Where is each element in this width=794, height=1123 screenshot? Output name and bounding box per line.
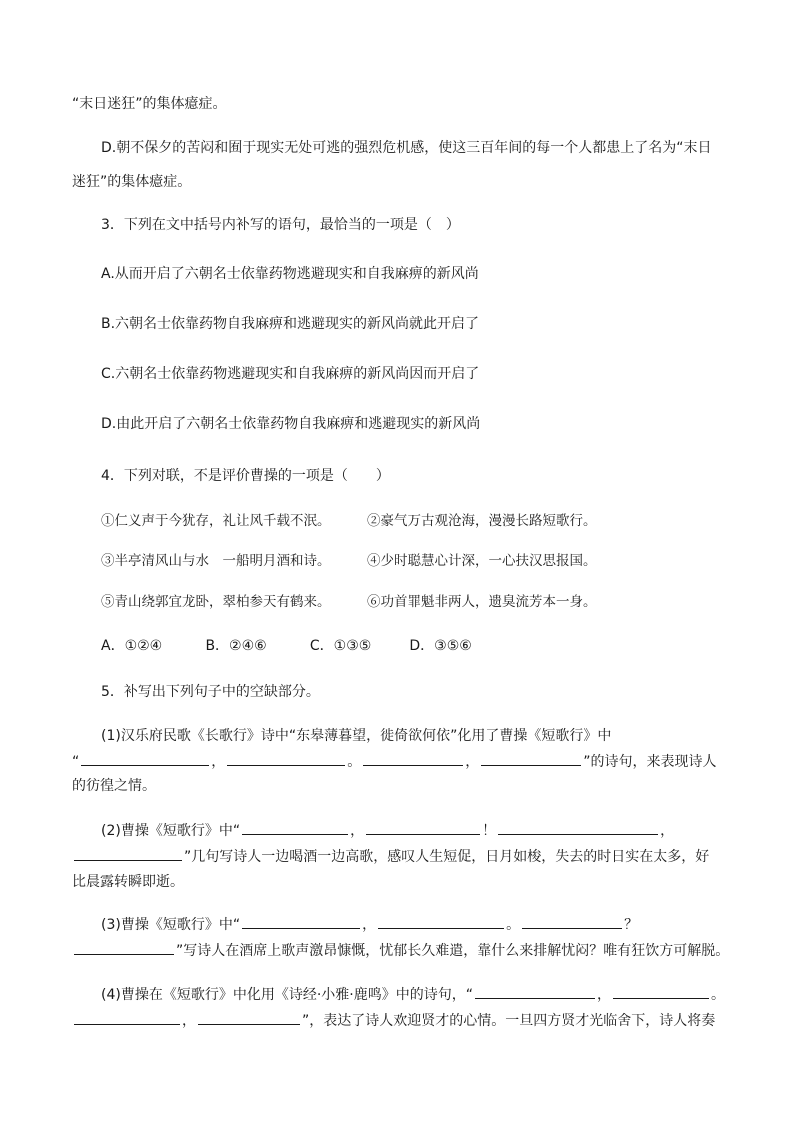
q5-item2-line2 [72,846,709,867]
text-segment: ”写诗人在酒席上歌声激昂慷慨，忧郁长久难遣，靠什么来排解忧闷？唯有狂饮方可解脱。 [176,943,730,959]
couplet-6: ⑥功首罪魁非两人，遗臭流芳本一身。 [367,594,597,610]
question-5: 5．补写出下列句子中的空缺部分。 [101,684,320,700]
punctuation: ， [596,987,611,1003]
q4-choice-b: B．②④⑥ [205,638,267,654]
answer-blank[interactable] [81,751,209,766]
q5-item1-line3: 的彷徨之情。 [72,778,156,794]
answer-blank[interactable] [74,940,174,955]
q5-item1-line1: (1)汉乐府民歌《长歌行》诗中“东皋薄暮望，徙倚欲何依”化用了曹操《短歌行》中 [101,728,612,744]
q3-option-c: C.六朝名士依靠药物逃避现实和自我麻痹的新风尚因而开启了 [101,366,480,382]
couplet-4: ④少时聪慧心计深，一心扶汉思报国。 [367,553,597,569]
punctuation: ？ [624,917,639,933]
question-4: 4．下列对联，不是评价曹操的一项是（ ） [101,468,390,484]
text-segment: (2)曹操《短歌行》中“ [101,823,241,839]
punctuation: ， [660,823,675,839]
answer-blank[interactable] [363,751,463,766]
couplet-2: ②豪气万古观沧海，漫漫长路短歌行。 [367,513,597,529]
answer-blank[interactable] [481,751,581,766]
punctuation: ， [362,917,377,933]
q4-choice-a: A．①②④ [101,638,163,654]
answer-blank[interactable] [378,914,504,929]
punctuation: ， [350,823,365,839]
answer-blank[interactable] [522,914,622,929]
question-3: 3．下列在文中括号内补写的语句，最恰当的一项是（ ） [101,217,460,233]
quote-mark: “ [72,754,80,770]
answer-blank[interactable] [74,846,182,861]
q5-item2-line3: 比晨露转瞬即逝。 [72,874,184,890]
text-segment: (4)曹操在《短歌行》中化用《诗经·小雅·鹿鸣》中的诗句，“ [101,987,473,1003]
punctuation: ， [465,754,480,770]
q3-option-d: D.由此开启了六朝名士依靠药物自我麻痹和逃避现实的新风尚 [101,416,481,432]
text-segment: ”的诗句，来表现诗人 [583,754,717,770]
punctuation: ！ [482,823,497,839]
answer-blank[interactable] [366,820,480,835]
q5-item3-line1 [101,914,638,935]
punctuation: 。 [710,987,725,1003]
q5-item2-line1 [101,820,674,841]
answer-blank[interactable] [242,914,360,929]
option-d-line1: D.朝不保夕的苦闷和囿于现实无处可逃的强烈危机感，使这三百年间的每一个人都患上了名为“末日 [101,140,712,156]
answer-blank[interactable] [475,984,595,999]
answer-blank[interactable] [613,984,709,999]
answer-blank[interactable] [242,820,348,835]
answer-blank[interactable] [227,751,345,766]
text-segment: (3)曹操《短歌行》中“ [101,917,241,933]
couplet-3: ③半亭清风山与水 一船明月酒和诗。 [101,553,331,569]
text-line: “末日迷狂”的集体癔症。 [72,96,227,112]
answer-blank[interactable] [498,820,658,835]
couplet-row [101,551,597,571]
punctuation: ， [182,1013,196,1029]
q3-option-b: B.六朝名士依靠药物自我麻痹和逃避现实的新风尚就此开启了 [101,316,480,332]
q5-item4-line1 [101,984,725,1005]
couplet-row [101,592,597,612]
q4-choice-c: C．①③⑤ [309,638,372,654]
punctuation: ， [211,754,226,770]
answer-blank[interactable] [198,1010,300,1025]
couplet-5: ⑤青山绕郭宜龙卧，翠柏参天有鹤来。 [101,594,331,610]
couplet-row [101,511,597,531]
couplet-1: ①仁义声于今犹存，礼让风千载不泯。 [101,513,331,529]
q4-choices [101,636,472,656]
q4-choice-d: D．③⑤⑥ [409,638,472,654]
text-segment: ”，表达了诗人欢迎贤才的心情。一旦四方贤才光临舍下，诗人将奏 [302,1013,716,1029]
punctuation: 。 [506,917,521,933]
q5-item1-line2 [72,751,717,772]
option-d-line2: 迷狂”的集体癔症。 [72,174,192,190]
answer-blank[interactable] [74,1010,180,1025]
q5-item3-line2 [72,940,729,961]
q3-option-a: A.从而开启了六朝名士依靠药物逃避现实和自我麻痹的新风尚 [101,266,479,282]
q5-item4-line2 [72,1010,715,1031]
text-segment: ”几句写诗人一边喝酒一边高歌，感叹人生短促，日月如梭，失去的时日实在太多，好 [184,849,710,865]
punctuation: 。 [347,754,362,770]
